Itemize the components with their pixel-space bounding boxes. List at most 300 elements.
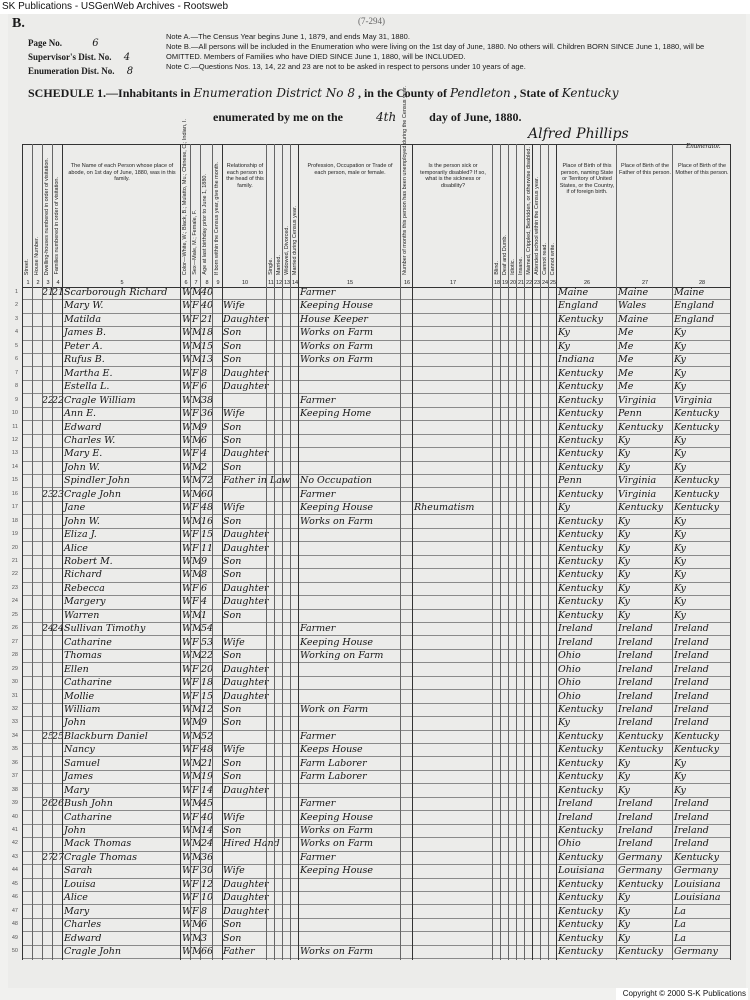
mother-birthplace: Ireland xyxy=(674,677,709,689)
color: W xyxy=(182,717,192,729)
column-header-label: Dwelling-houses numbered in order of visitation. xyxy=(44,157,50,275)
family-number: 23 xyxy=(52,488,65,500)
column-header-label: Place of Birth of the Father of this person. xyxy=(619,163,671,176)
sex: M xyxy=(192,475,202,487)
column-number: 16 xyxy=(403,279,411,286)
person-name: Spindler John xyxy=(64,475,130,487)
birthplace: Kentucky xyxy=(558,394,603,406)
relationship: Son xyxy=(223,771,242,783)
father-birthplace: Ireland xyxy=(618,717,653,729)
occupation: Keeping House xyxy=(300,865,374,877)
age: 8 xyxy=(201,367,208,379)
color: W xyxy=(182,300,192,312)
mother-birthplace: Ky xyxy=(674,381,686,393)
column-number: 3 xyxy=(46,279,50,286)
table-row xyxy=(11,649,730,663)
column-header-label: Insane. xyxy=(518,256,524,275)
birthplace: Kentucky xyxy=(558,771,603,783)
column-rule xyxy=(32,144,33,960)
birthplace: Kentucky xyxy=(558,515,603,527)
table-row xyxy=(11,770,730,784)
father-birthplace: Ireland xyxy=(618,677,653,689)
column-number: 20 xyxy=(509,279,517,286)
line-number: 24 xyxy=(11,598,18,605)
color: W xyxy=(182,878,192,890)
mother-birthplace: Ky xyxy=(674,784,686,796)
birthplace: Kentucky xyxy=(558,488,603,500)
relationship: Daughter xyxy=(223,381,269,393)
enumerated-suffix: day of June, 1880. xyxy=(429,110,522,124)
sex: M xyxy=(192,650,202,662)
column-rule xyxy=(540,144,541,960)
birthplace: Ohio xyxy=(558,838,581,850)
age: 15 xyxy=(201,529,214,541)
occupation: Works on Farm xyxy=(300,354,374,366)
sex: F xyxy=(192,663,199,675)
column-rule xyxy=(412,144,413,960)
color: W xyxy=(182,919,192,931)
table-row xyxy=(14,313,730,327)
column-header-10 xyxy=(222,145,267,287)
color: W xyxy=(182,730,192,742)
relationship: Son xyxy=(223,354,242,366)
line-number: 40 xyxy=(11,813,18,820)
line-number: 41 xyxy=(11,827,18,833)
age: 4 xyxy=(201,448,208,460)
mother-birthplace: Ireland xyxy=(674,825,709,836)
color: W xyxy=(182,784,192,796)
sex: F xyxy=(192,636,199,648)
birthplace: Ohio xyxy=(558,677,581,689)
birthplace: England xyxy=(558,300,599,312)
mother-birthplace: Louisiana xyxy=(674,878,721,890)
line-number: 43 xyxy=(11,853,18,860)
birthplace: Kentucky xyxy=(558,569,603,581)
color: W xyxy=(182,327,192,339)
birthplace: Kentucky xyxy=(558,730,603,742)
person-name: Alice xyxy=(64,542,88,554)
mother-birthplace: Maine xyxy=(674,287,705,298)
person-name: Eliza J. xyxy=(64,529,97,541)
mother-birthplace: Ky xyxy=(674,757,686,769)
age: 6 xyxy=(201,919,208,931)
table-row xyxy=(11,824,730,838)
relationship: Wife xyxy=(223,811,245,823)
sex: F xyxy=(192,596,199,608)
birthplace: Kentucky xyxy=(558,744,603,756)
birthplace: Maine xyxy=(558,287,589,298)
sex: M xyxy=(192,825,202,836)
relationship: Son xyxy=(223,825,242,836)
sex: M xyxy=(192,461,202,473)
occupation: Farmer xyxy=(300,730,336,742)
column-number: 11 xyxy=(268,279,274,286)
color: W xyxy=(182,636,192,648)
mother-birthplace: Ky xyxy=(674,529,686,541)
color: W xyxy=(182,596,192,608)
sex: M xyxy=(192,287,202,298)
occupation: Keeping House xyxy=(300,300,374,312)
column-number: 24 xyxy=(541,279,549,286)
note-c: Note C.—Questions Nos. 13, 14, 22 and 23 are not to be asked in respect to persons under 10 years of age. xyxy=(166,62,526,71)
father-birthplace: Ky xyxy=(618,542,630,554)
line-number: 13 xyxy=(11,450,18,457)
column-number: 14 xyxy=(291,279,299,286)
relationship: Wife xyxy=(223,744,245,756)
birthplace: Ireland xyxy=(558,798,593,810)
dwelling-number: 24 xyxy=(42,623,55,635)
occupation: Keeping House xyxy=(300,811,374,823)
column-rule xyxy=(730,144,731,960)
relationship: Wife xyxy=(223,300,245,312)
person-name: Mollie xyxy=(64,690,95,702)
father-birthplace: Ireland xyxy=(618,838,653,850)
father-birthplace: Ky xyxy=(618,905,630,917)
birthplace: Kentucky xyxy=(558,381,603,393)
family-number: 25 xyxy=(52,730,65,742)
family-number: 27 xyxy=(52,851,65,863)
father-birthplace: Ky xyxy=(618,919,630,931)
sex: M xyxy=(192,798,202,810)
line-number: 34 xyxy=(11,732,18,739)
line-number: 12 xyxy=(11,436,18,443)
table-row xyxy=(12,421,730,435)
line-number: 8 xyxy=(14,383,18,390)
table-row xyxy=(11,797,730,811)
column-rule xyxy=(400,144,401,960)
birthplace: Kentucky xyxy=(558,946,603,958)
relationship: Father in Law xyxy=(223,475,291,487)
line-number: 22 xyxy=(11,571,18,578)
relationship: Daughter xyxy=(223,677,269,689)
sex: F xyxy=(192,744,199,756)
birthplace: Kentucky xyxy=(558,582,603,594)
line-number: 39 xyxy=(11,800,18,807)
age: 12 xyxy=(201,703,214,715)
mother-birthplace: La xyxy=(674,905,686,917)
color: W xyxy=(182,354,192,366)
color: W xyxy=(182,313,192,325)
person-name: James xyxy=(64,771,93,783)
age: 40 xyxy=(201,287,214,298)
relationship: Son xyxy=(223,515,242,527)
mother-birthplace: Germany xyxy=(674,946,718,958)
column-header-15 xyxy=(298,145,401,287)
line-number: 27 xyxy=(11,638,18,645)
column-header-label: Single. xyxy=(268,258,274,275)
column-rule xyxy=(290,144,291,960)
father-birthplace: Penn xyxy=(618,408,642,420)
color: W xyxy=(182,663,192,675)
color: W xyxy=(182,421,192,433)
mother-birthplace: Louisiana xyxy=(674,892,721,904)
occupation: Farmer xyxy=(300,488,336,500)
line-number: 5 xyxy=(14,342,18,349)
relationship: Daughter xyxy=(223,448,269,460)
age: 8 xyxy=(201,905,208,917)
dwelling-number: 21 xyxy=(42,287,55,298)
column-number: 12 xyxy=(275,279,283,286)
relationship: Son xyxy=(223,650,242,662)
father-birthplace: Ireland xyxy=(618,623,653,635)
birthplace: Ireland xyxy=(558,623,593,635)
occupation: Keeping House xyxy=(300,502,374,514)
relationship: Son xyxy=(223,434,242,446)
person-name: Cragle John xyxy=(64,488,121,500)
column-number: 27 xyxy=(641,279,649,286)
birthplace: Kentucky xyxy=(558,878,603,890)
sex: M xyxy=(192,838,202,850)
column-number: 21 xyxy=(517,279,525,286)
family-number: 22 xyxy=(52,394,65,406)
line-number: 6 xyxy=(14,356,18,363)
age: 13 xyxy=(201,354,214,366)
color: W xyxy=(182,448,192,460)
age: 19 xyxy=(201,771,214,783)
column-header-label: Families numbered in order of visitation. xyxy=(54,177,60,275)
birthplace: Kentucky xyxy=(558,892,603,904)
color: W xyxy=(182,771,192,783)
mother-birthplace: Ky xyxy=(674,367,686,379)
birthplace: Kentucky xyxy=(558,932,603,944)
person-name: Charles W. xyxy=(64,434,116,446)
table-row xyxy=(11,905,730,919)
father-birthplace: Kentucky xyxy=(618,744,663,756)
line-number: 4 xyxy=(14,329,18,336)
person-name: John W. xyxy=(64,461,100,473)
mother-birthplace: Ky xyxy=(674,340,686,352)
color: W xyxy=(182,703,192,715)
birthplace: Kentucky xyxy=(558,757,603,769)
color: W xyxy=(182,434,192,446)
mother-birthplace: La xyxy=(674,932,686,944)
father-birthplace: Me xyxy=(618,367,634,379)
table-row xyxy=(11,784,730,798)
age: 10 xyxy=(201,892,214,904)
table-row xyxy=(14,299,730,313)
sex: F xyxy=(192,408,199,420)
birthplace: Kentucky xyxy=(558,421,603,433)
sex: F xyxy=(192,784,199,796)
occupation: Farm Laborer xyxy=(300,771,367,783)
age: 40 xyxy=(201,811,214,823)
table-row xyxy=(14,394,730,408)
age: 18 xyxy=(201,327,214,339)
dwelling-number: 25 xyxy=(42,730,55,742)
person-name: Warren xyxy=(64,609,100,621)
relationship: Son xyxy=(223,327,242,339)
person-name: Sullivan Timothy xyxy=(64,623,146,635)
color: W xyxy=(182,932,192,944)
person-name: William xyxy=(64,703,101,715)
column-header-label: Profession, Occupation or Trade of each person, male or female. xyxy=(307,163,393,176)
relationship: Son xyxy=(223,609,242,621)
column-header-label: Deaf and Dumb. xyxy=(502,234,508,275)
relationship: Wife xyxy=(223,865,245,877)
age: 14 xyxy=(201,825,214,836)
mother-birthplace: Ireland xyxy=(674,663,709,675)
sex: M xyxy=(192,757,202,769)
column-rule xyxy=(200,144,201,960)
color: W xyxy=(182,381,192,393)
father-birthplace: Me xyxy=(618,340,634,352)
sex: F xyxy=(192,367,199,379)
age: 22 xyxy=(201,650,214,662)
color: W xyxy=(182,623,192,635)
family-number: 21 xyxy=(52,287,65,298)
column-number: 5 xyxy=(120,279,124,286)
father-birthplace: Ky xyxy=(618,582,630,594)
person-name: Ann E. xyxy=(64,408,97,420)
sex: M xyxy=(192,717,202,729)
father-birthplace: Ky xyxy=(618,515,630,527)
color: W xyxy=(182,865,192,877)
enumerated-line xyxy=(213,110,522,125)
occupation: Farmer xyxy=(300,851,336,863)
line-number: 16 xyxy=(11,490,18,497)
column-rule xyxy=(222,144,223,960)
family-number: 26 xyxy=(52,798,65,810)
table-row xyxy=(11,528,730,542)
age: 38 xyxy=(201,394,214,406)
person-name: Martha E. xyxy=(64,367,113,379)
column-header-5 xyxy=(62,145,181,287)
relationship: Daughter xyxy=(223,905,269,917)
father-birthplace: Ireland xyxy=(618,663,653,675)
father-birthplace: Ky xyxy=(618,569,630,581)
color: W xyxy=(182,609,192,621)
age: 11 xyxy=(201,542,214,554)
mother-birthplace: Ireland xyxy=(674,636,709,648)
person-name: Cragle William xyxy=(64,394,136,406)
column-header-label: Cannot write. xyxy=(550,242,556,275)
age: 6 xyxy=(201,434,208,446)
mother-birthplace: Ireland xyxy=(674,650,709,662)
mother-birthplace: Ky xyxy=(674,596,686,608)
age: 8 xyxy=(201,569,208,581)
column-header-label: Relationship of each person to the head of this family. xyxy=(226,163,264,189)
father-birthplace: Ky xyxy=(618,556,630,567)
age: 6 xyxy=(201,582,208,594)
table-row xyxy=(11,434,730,448)
table-row xyxy=(11,703,730,717)
person-name: Matilda xyxy=(64,313,102,325)
father-birthplace: Virginia xyxy=(618,475,657,487)
column-header-label: Place of Birth of this person, naming State or Territory of United States, or the Country, if of foreign birth. xyxy=(559,163,615,195)
column-rule xyxy=(42,144,43,960)
line-number: 7 xyxy=(14,369,18,376)
column-rule xyxy=(524,144,525,960)
table-row xyxy=(11,891,730,905)
line-number: 10 xyxy=(11,410,18,417)
sex: M xyxy=(192,932,202,944)
father-birthplace: Ireland xyxy=(618,811,653,823)
column-header-label: Is the person sick or temporarily disabled? If so, what is the sickness or disability? xyxy=(420,163,486,189)
father-birthplace: Ky xyxy=(618,596,630,608)
state-prefix: , State of xyxy=(513,86,559,100)
father-birthplace: Ky xyxy=(618,461,630,473)
occupation: Farmer xyxy=(300,623,336,635)
age: 54 xyxy=(201,623,214,635)
relationship: Daughter xyxy=(223,690,269,702)
mother-birthplace: Ky xyxy=(674,609,686,621)
age: 18 xyxy=(201,677,214,689)
line-number: 18 xyxy=(11,517,18,524)
occupation: Works on Farm xyxy=(300,825,374,836)
column-header-label: Color—White, W.; Black, B.; Mulatto, Mu.; Chinese, C.; Indian, I. xyxy=(182,118,188,275)
table-row xyxy=(11,609,730,623)
sex: F xyxy=(192,542,199,554)
mother-birthplace: Ky xyxy=(674,582,686,594)
mother-birthplace: Ireland xyxy=(674,838,709,850)
table-row xyxy=(11,918,730,932)
line-number: 19 xyxy=(11,531,18,538)
person-name: Mary xyxy=(64,784,90,796)
birthplace: Kentucky xyxy=(558,408,603,420)
column-number: 22 xyxy=(525,279,533,286)
column-rule xyxy=(500,144,501,960)
father-birthplace: Kentucky xyxy=(618,730,663,742)
occupation: Keeping House xyxy=(300,636,374,648)
age: 12 xyxy=(201,878,214,890)
table-row xyxy=(11,555,730,569)
line-number: 23 xyxy=(11,584,18,591)
age: 53 xyxy=(201,636,214,648)
county-value: Pendleton xyxy=(449,86,511,100)
column-number: 4 xyxy=(56,279,60,286)
age: 36 xyxy=(201,851,214,863)
enumeration-row xyxy=(28,66,133,77)
relationship: Daughter xyxy=(223,784,269,796)
column-number: 28 xyxy=(698,279,706,286)
sex: M xyxy=(192,327,202,339)
person-name: Blackburn Daniel xyxy=(64,730,148,742)
column-header-label: Cannot read. xyxy=(542,243,548,275)
column-rule xyxy=(62,144,63,960)
color: W xyxy=(182,677,192,689)
color: W xyxy=(182,502,192,514)
father-birthplace: Ky xyxy=(618,771,630,783)
table-row xyxy=(11,743,730,757)
table-row xyxy=(11,730,730,744)
sex: F xyxy=(192,878,199,890)
table-row xyxy=(11,515,730,529)
column-header-28 xyxy=(672,145,731,287)
table-row xyxy=(14,367,730,381)
sex: M xyxy=(192,703,202,715)
color: W xyxy=(182,287,192,298)
age: 9 xyxy=(201,717,208,729)
line-number: 17 xyxy=(11,504,18,511)
day-value: 4th xyxy=(375,110,397,124)
mother-birthplace: Ireland xyxy=(674,690,709,702)
column-header-label: Idiotic. xyxy=(510,259,516,275)
copyright-notice: Copyright © 2000 S-K Publications xyxy=(616,988,748,1000)
census-rows xyxy=(11,286,730,960)
column-rule xyxy=(274,144,275,960)
mother-birthplace: Ky xyxy=(674,515,686,527)
column-number: 2 xyxy=(36,279,40,286)
column-number: 6 xyxy=(184,279,188,286)
birthplace: Ireland xyxy=(558,636,593,648)
sex: M xyxy=(192,946,202,958)
age: 6 xyxy=(201,381,208,393)
occupation: Works on Farm xyxy=(300,340,374,352)
enumeration-value: 8 xyxy=(126,66,134,77)
age: 20 xyxy=(201,663,214,675)
page-no-label: Page No. xyxy=(28,38,62,48)
column-number: 23 xyxy=(533,279,541,286)
